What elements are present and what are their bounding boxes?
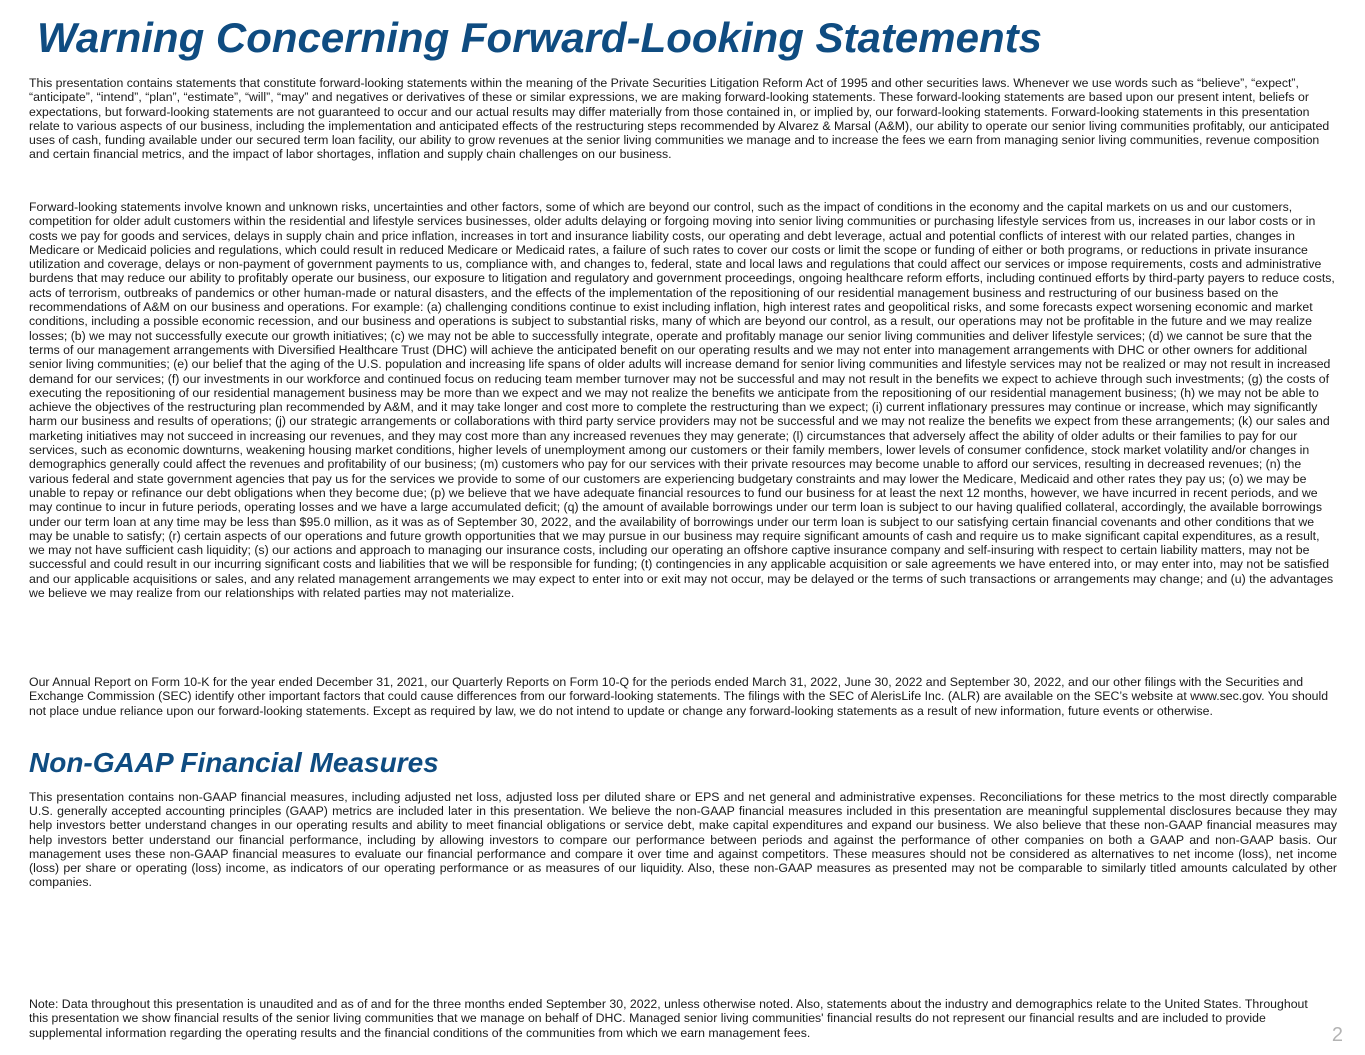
non-gaap-paragraph: This presentation contains non-GAAP financial measures, including adjusted net loss, adjusted loss per diluted share or EPS and net general and administrative expenses. Reconciliations for these metrics to the most directly comparable U.S. generally accepted accounting principles (GAAP) metrics are included later in this presentation. We believe the non-GAAP financial measures included in this presentation are meaningful supplemental disclosures because they may help investors better understand changes in our operating results and ability to meet financial obligations or service debt, make capital expenditures and expand our business. We also believe that these non-GAAP financial measures may help investors better understand our financial performance, including by allowing investors to compare our performance between periods and against the performance of other companies on both a GAAP and non-GAAP basis. Our management uses these non-GAAP financial measures to evaluate our financial performance and compare it over time and against competitors. These measures should not be considered as alternatives to net income (loss), net income (loss) per share or operating (loss) income, as indicators of our operating performance or as measures of our liquidity. Also, these non-GAAP measures as presented may not be comparable to similarly titled amounts calculated by other companies. — [29, 790, 1337, 890]
forward-looking-intro-paragraph: This presentation contains statements that constitute forward-looking statements within the meaning of the Private Securities Litigation Reform Act of 1995 and other securities laws. Whenever we use words such as “believe”, “expect”, “anticipate”, “intend”, “plan”, “estimate”, “will”, “may” and negatives or derivatives of these or similar expressions, we are making forward-looking statements. These forward-looking statements are based upon our present intent, beliefs or expectations, but forward-looking statements are not guaranteed to occur and our actual results may differ materially from those contained in, or implied by, our forward-looking statements. Forward-looking statements in this presentation relate to various aspects of our business, including the implementation and anticipated effects of the restructuring steps recommended by Alvarez & Marsal (A&M), our ability to operate our senior living communities profitably, our anticipated uses of cash, funding available under our secured term loan facility, our ability to grow revenues at the senior living communities we manage and to increase the fees we earn from managing senior living communities, revenue composition and certain financial metrics, and the impact of labor shortages, inflation and supply chain challenges on our business. — [29, 76, 1330, 162]
sec-filings-paragraph: Our Annual Report on Form 10-K for the year ended December 31, 2021, our Quarterly Reports on Form 10-Q for the periods ended March 31, 2022, June 30, 2022 and September 30, 2022, and our other filings with the Securities and Exchange Commission (SEC) identify other important factors that could cause differences from our forward-looking statements. The filings with the SEC of AlerisLife Inc. (ALR) are available on the SEC’s website at www.sec.gov. You should not place undue reliance upon our forward-looking statements. Except as required by law, we do not intend to update or change any forward-looking statements as a result of new information, future events or otherwise. — [29, 675, 1329, 718]
footnote: Note: Data throughout this presentation is unaudited and as of and for the three months ended September 30, 2022, unless otherwise noted. Also, statements about the industry and demographics relate to the United States. Throughout this presentation we show financial results of the senior living communities that we manage on behalf of DHC. Managed senior living communities' financial results do not represent our financial results and are included to provide supplemental information regarding the operating results and the financial conditions of the communities from which we earn management fees. — [29, 997, 1308, 1040]
page-number: 2 — [1331, 1024, 1343, 1046]
page-title: Warning Concerning Forward-Looking Statements — [37, 14, 1042, 61]
non-gaap-section-title: Non-GAAP Financial Measures — [29, 747, 439, 778]
forward-looking-risks-paragraph: Forward-looking statements involve known and unknown risks, uncertainties and other factors, some of which are beyond our control, such as the impact of conditions in the economy and the capital markets on us and our customers, competition for older adult customers within the residential and lifestyle services businesses, older adults delaying or forgoing moving into senior living communities or purchasing lifestyle services from us, increases in our labor costs or in costs we pay for goods and services, delays in supply chain and price inflation, increases in tort and insurance liability costs, our operating and debt leverage, actual and potential conflicts of interest with our related parties, changes in Medicare or Medicaid policies and regulations, which could result in reduced Medicare or Medicaid rates, a failure of such rates to cover our costs or limit the scope or funding of either or both programs, or reductions in private insurance utilization and coverage, delays or non-payment of government payments to us, compliance with, and changes to, federal, state and local laws and regulations that could affect our services or impose requirements, costs and administrative burdens that may reduce our ability to profitably operate our business, our exposure to litigation and regulatory and government proceedings, ongoing healthcare reform efforts, including continued efforts by third-party payers to reduce costs, acts of terrorism, outbreaks of pandemics or other human-made or natural disasters, and the effects of the implementation of the repositioning of our residential management business and restructuring of our business based on the recommendations of A&M on our business and operations. For example: (a) challenging conditions continue to exist including inflation, high interest rates and geopolitical risks, and some forecasts expect worsening economic and market conditions, including a possible economic recession, and our business and operations is subject to substantial risks, many of which are beyond our control, as a result, our operations may not be profitable in the future and we may realize losses; (b) we may not successfully execute our growth initiatives; (c) we may not be able to successfully integrate, operate and profitably manage our senior living communities and deliver lifestyle services; (d) we cannot be sure that the terms of our management arrangements with Diversified Healthcare Trust (DHC) will achieve the anticipated benefit on our operating results and we may not enter into management arrangements with DHC or other owners for additional senior living communities; (e) our belief that the aging of the U.S. population and increasing life spans of older adults will increase demand for senior living communities and lifestyle services may not be realized or may not result in increased demand for our services; (f) our investments in our workforce and continued focus on reducing team member turnover may not be successful and may not result in the benefits we expect to achieve through such investments; (g) the costs of executing the repositioning of our residential management business may be more than we expect and we may not realize the benefits we anticipate from the repositioning of our residential management business; (h) we may not be able to achieve the objectives of the restructuring plan recommended by A&M, and it may take longer and cost more to complete the restructuring than we expect; (i) current inflationary pressures may continue or increase, which may significantly harm our business and results of operations; (j) our strategic arrangements or collaborations with third party service providers may not be successful and we may not realize the benefits we expect from these arrangements; (k) our sales and marketing initiatives may not succeed in increasing our revenues, and they may cost more than any increased revenues they may generate; (l) circumstances that adversely affect the ability of older adults or their families to pay for our services, such as economic downturns, weakening housing market conditions, higher levels of unemployment among our customers or their family members, lower levels of consumer confidence, stock market volatility and/or changes in demographics generally could affect the revenues and profitability of our business; (m) customers who pay for our services with their private resources may become unable to afford our services, resulting in decreased revenues; (n) the various federal and state government agencies that pay us for the services we provide to some of our customers are experiencing budgetary constraints and may lower the Medicare, Medicaid and other rates they pay us; (o) we may be unable to repay or refinance our debt obligations when they become due; (p) we believe that we have adequate financial resources to fund our business for at least the next 12 months, however, we have incurred in recent periods, and we may continue to incur in future periods, operating losses and we have a large accumulated deficit; (q) the amount of available borrowings under our term loan is subject to our having qualified collateral, accordingly, the available borrowings under our term loan at any time may be less than $95.0 million, as it was as of September 30, 2022, and the availability of borrowings under our term loan is subject to our satisfying certain financial covenants and other conditions that we may be unable to satisfy; (r) certain aspects of our operations and future growth opportunities that we may pursue in our business may require significant amounts of cash and require us to make significant capital expenditures, as a result, we may not have sufficient cash liquidity; (s) our actions and approach to managing our insurance costs, including our operating an offshore captive insurance company and self-insuring with respect to certain liability matters, may not be successful and could result in our incurring significant costs and liabilities that we will be responsible for funding; (t) contingencies in any applicable acquisition or sale agreements we have entered into, or may enter into, may not be satisfied and our applicable acquisitions or sales, and any related management arrangements we may expect to enter into or exit may not occur, may be delayed or the terms of such transactions or arrangements may change; and (u) the advantages we believe we may realize from our relationships with related parties may not materialize. — [29, 200, 1335, 601]
